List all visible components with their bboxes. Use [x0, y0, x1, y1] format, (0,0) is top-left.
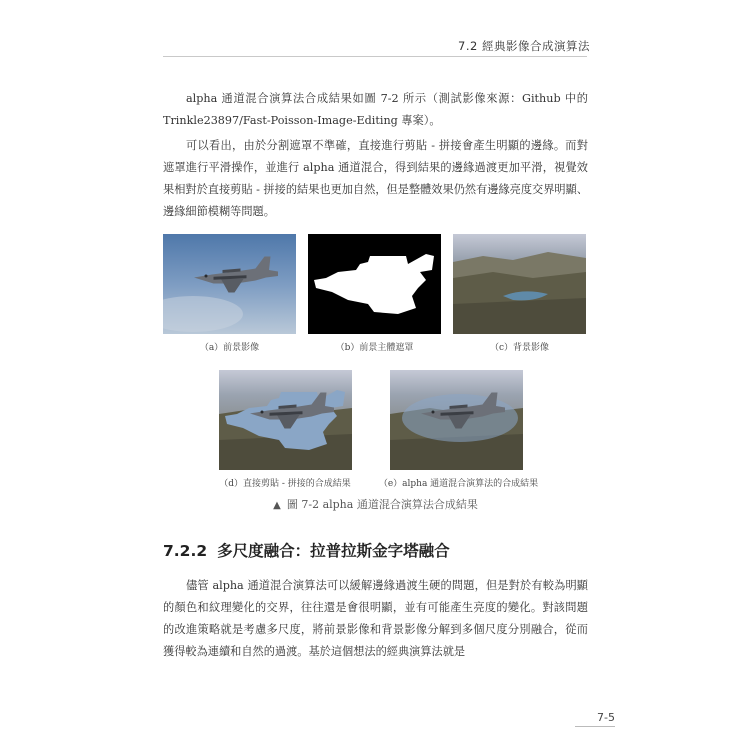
caption-a: （a）前景影像 — [199, 343, 260, 353]
alpha-blend-result-image — [390, 370, 523, 470]
mask-image — [308, 234, 441, 334]
footer-rule — [575, 726, 615, 727]
direct-paste-result-image — [219, 370, 352, 470]
section-title: 多尺度融合：拉普拉斯金字塔融合 — [217, 542, 450, 560]
triangle-marker-icon: ▲ — [273, 500, 281, 511]
caption-c: （c）背景影像 — [489, 343, 550, 353]
caption-b: （b）前景主體遮罩 — [335, 343, 414, 353]
paragraph-intro: alpha 通道混合演算法合成結果如圖 7-2 所示（測試影像來源：Github 中的 Trinkle23897/Fast-Poisson-Image-Editing 專案）。 — [163, 92, 588, 127]
paragraph-multiscale: 儘管 alpha 通道混合演算法可以緩解邊緣過渡生硬的問題，但是對於有較為明顯的顏色和紋理變化的交界，往往還是會很明顯，並有可能產生亮度的變化。對該問題的改進策略就是考慮多尺度，將前景影像和背景影像分解到多個尺度分別融合，從而獲得較為連續和自然的過渡。基於這個想法的經典演算法就是 — [163, 579, 588, 658]
background-image — [453, 234, 586, 334]
header-rule — [163, 56, 587, 57]
figure-title: 圖 7-2 alpha 通道混合演算法合成結果 — [286, 498, 478, 511]
section-number: 7.2.2 — [163, 542, 208, 560]
section-heading — [163, 539, 450, 561]
caption-d: （d）直接剪貼 - 拼接的合成結果 — [219, 479, 351, 489]
running-header: 7.2 經典影像合成演算法 — [458, 39, 590, 53]
caption-e: （e）alpha 通道混合演算法的合成結果 — [378, 479, 539, 489]
page-number: 7-5 — [597, 711, 615, 724]
foreground-image — [163, 234, 296, 334]
page-header — [0, 0, 750, 60]
figure-caption — [163, 496, 588, 512]
paragraph-observation: 可以看出，由於分割遮罩不準確，直接進行剪貼 - 拼接會產生明顯的邊緣。而對遮罩進行平滑操作，並進行 alpha 通道混合，得到結果的邊緣過渡更加平滑，視覺效果相對於直接剪貼 - 拼接的結果也更加自然，但是整體效果仍然有邊緣亮度交界明顯、邊緣細節模糊等問題。 — [163, 139, 588, 218]
